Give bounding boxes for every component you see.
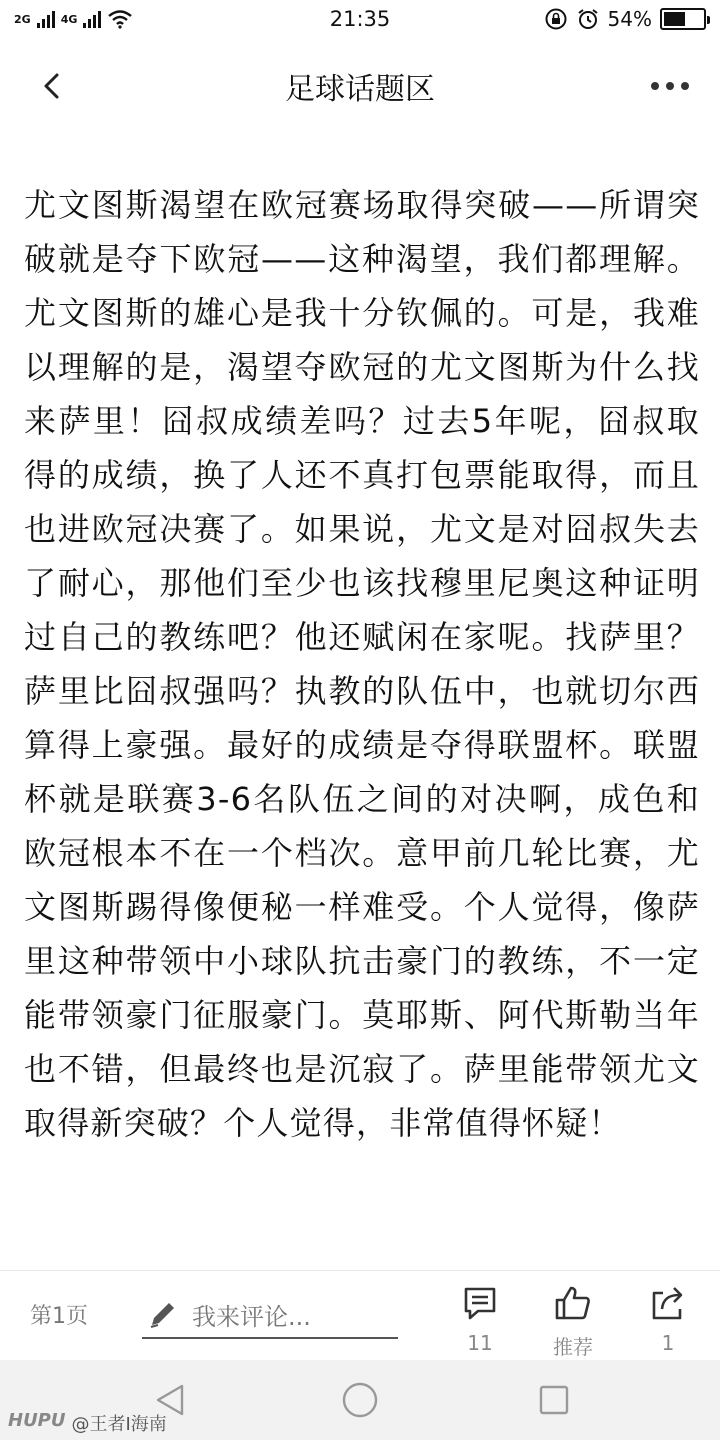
nav-recents-button[interactable]	[534, 1380, 574, 1420]
comment-placeholder: 我来评论...	[192, 1302, 311, 1331]
share-icon	[648, 1283, 688, 1323]
page-title: 足球话题区	[285, 72, 435, 107]
nav-home-button[interactable]	[340, 1380, 380, 1420]
battery-percent: 54%	[607, 7, 652, 31]
battery-level	[664, 12, 685, 26]
more-dot	[681, 82, 689, 90]
watermark-logo: HUPU	[8, 1410, 66, 1431]
back-button[interactable]	[28, 62, 76, 110]
watermark-user: @王者I海南	[71, 1414, 167, 1435]
comment-bubble-icon	[460, 1283, 500, 1323]
clock: 21:35	[329, 7, 391, 31]
watermark	[8, 1410, 167, 1436]
status-right	[446, 7, 706, 31]
thumbs-up-icon	[553, 1283, 593, 1323]
battery-icon	[660, 8, 706, 30]
pencil-icon	[146, 1297, 180, 1331]
recommend-label: 推荐	[553, 1335, 593, 1359]
square-recents-icon	[537, 1383, 571, 1417]
wifi-icon	[107, 9, 133, 29]
alarm-icon	[576, 7, 600, 31]
network-4g-label: 4G	[60, 12, 78, 26]
status-left	[14, 9, 274, 29]
system-nav-bar	[0, 1360, 720, 1440]
status-bar	[0, 0, 720, 38]
post-body: 尤文图斯渴望在欧冠赛场取得突破——所谓突破就是夺下欧冠——这种渴望，我们都理解。尤文图斯的雄心是我十分钦佩的。可是，我难以理解的是，渴望夺欧冠的尤文图斯为什么找来萨里！囧叔成绩差吗？过去5年呢，囧叔取得的成绩，换了人还不真打包票能取得，而且也进欧冠决赛了。如果说，尤文是对囧叔失去了耐心，那他们至少也该找穆里尼奥这种证明过自己的教练吧？他还赋闲在家呢。找萨里？萨里比囧叔强吗？执教的队伍中，也就切尔西算得上豪强。最好的成绩是夺得联盟杯。联盟杯就是联赛3-6名队伍之间的对决啊，成色和欧冠根本不在一个档次。意甲前几轮比赛，尤文图斯踢得像便秘一样难受。个人觉得，像萨里这种带领中小球队抗击豪门的教练，不一定能带领豪门征服豪门。莫耶斯、阿代斯勒当年也不错，但最终也是沉寂了。萨里能带领尤文取得新突破？个人觉得，非常值得怀疑！	[24, 186, 700, 1142]
signal-icon	[37, 10, 55, 28]
share-button[interactable]	[638, 1283, 698, 1355]
recommend-button[interactable]	[543, 1283, 603, 1360]
app-header	[0, 38, 720, 134]
circle-home-icon	[341, 1381, 379, 1419]
chevron-left-icon	[41, 72, 63, 100]
more-button[interactable]	[640, 62, 700, 110]
comment-count: 11	[467, 1331, 493, 1355]
page-indicator[interactable]: 第1页	[30, 1304, 88, 1329]
rotation-lock-icon	[544, 7, 568, 31]
network-2g-label: 2G	[14, 12, 31, 26]
bottom-action-bar	[0, 1270, 720, 1360]
more-dot	[651, 82, 659, 90]
more-dot	[666, 82, 674, 90]
share-count: 1	[661, 1331, 675, 1355]
comment-input[interactable]	[142, 1291, 398, 1339]
comment-button[interactable]	[450, 1283, 510, 1355]
signal-icon	[83, 10, 101, 28]
